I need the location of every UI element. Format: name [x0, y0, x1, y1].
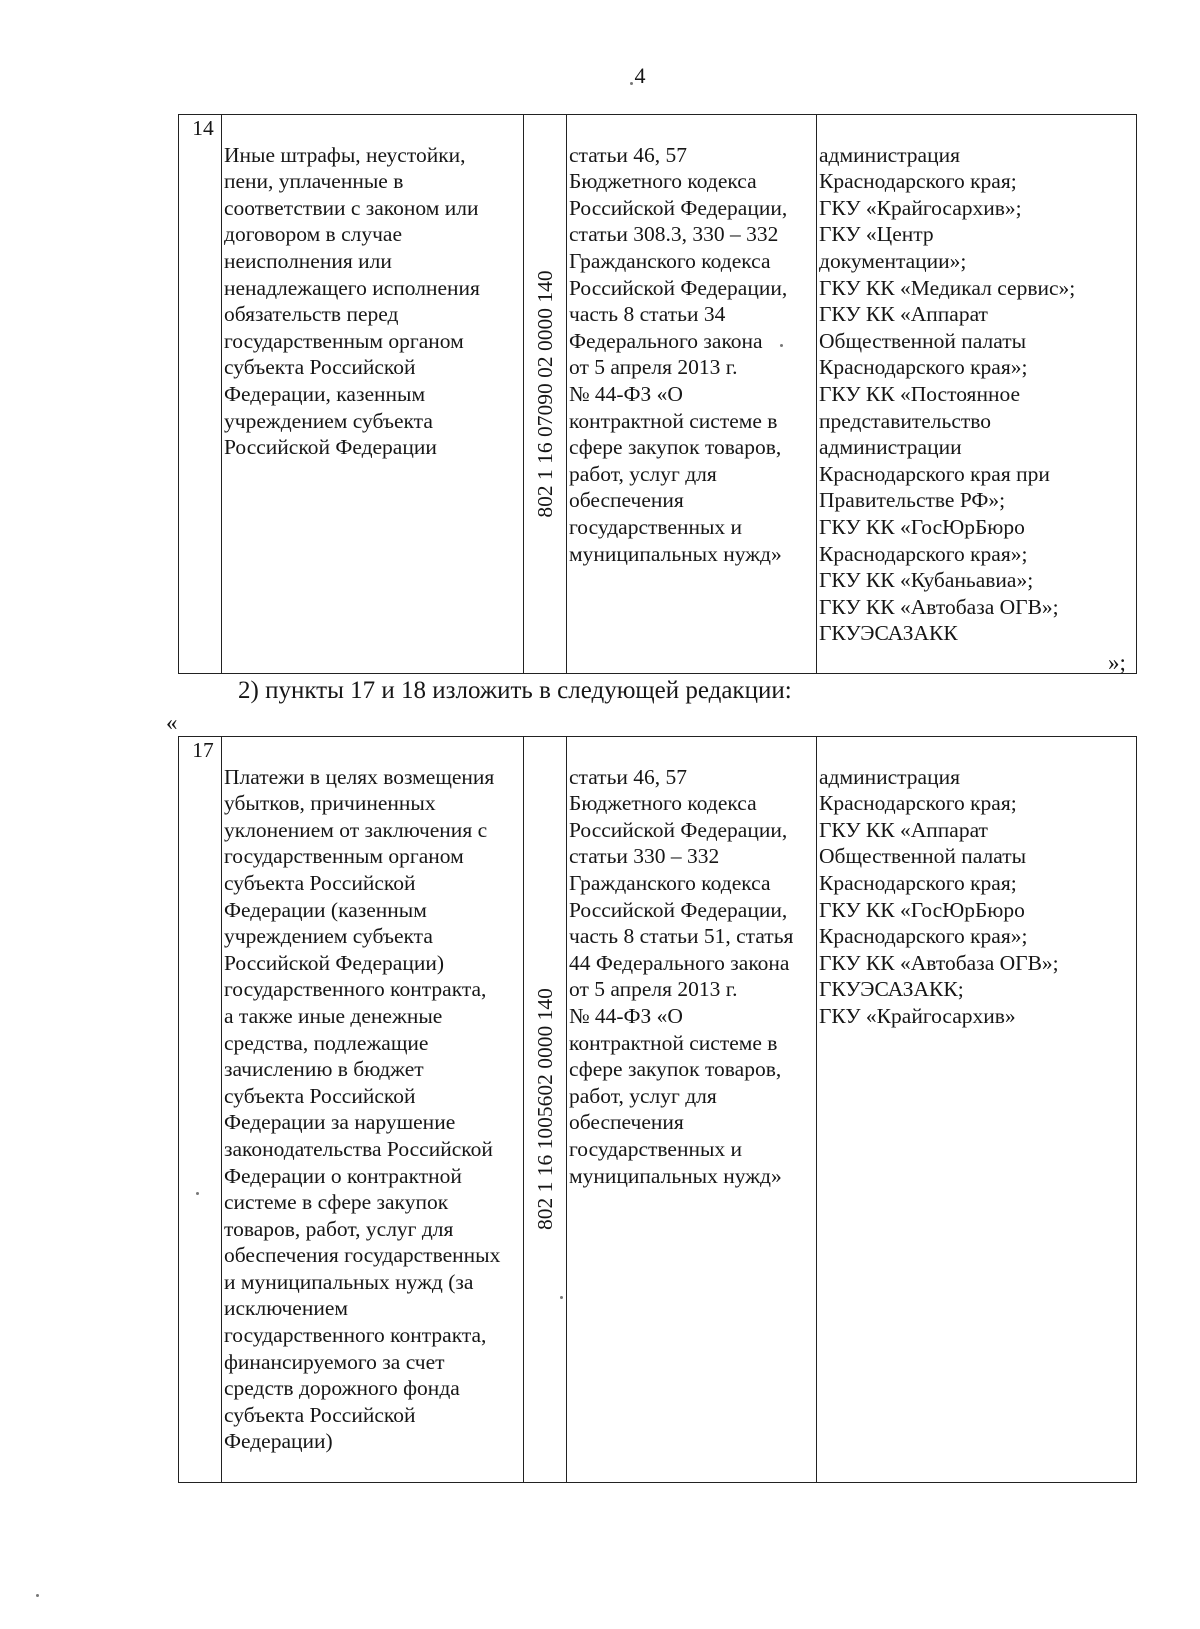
text-line: государственного контракта, — [224, 977, 487, 1002]
text-line: № 44-ФЗ «О — [569, 1003, 683, 1028]
revenue-table-row17 — [178, 736, 1137, 1483]
text-line: Российской Федерации — [224, 435, 437, 460]
payment-name-cell — [222, 737, 524, 1483]
text-line: соответствии с законом или — [224, 195, 479, 220]
row-number-cell — [179, 115, 222, 674]
payment-name-cell — [222, 115, 524, 674]
text-line: обязательств перед — [224, 302, 399, 327]
budget-code: 802 1 16 07090 02 0000 140 — [533, 270, 557, 518]
text-line: ГКУ «Центр — [819, 222, 934, 247]
text-line: зачислению в бюджет — [224, 1057, 424, 1082]
text-line: ГКУЭСАЗАКК — [819, 621, 958, 646]
text-line: Российской Федерации, — [569, 195, 788, 220]
text-line: средства, подлежащие — [224, 1030, 429, 1055]
scan-speck — [780, 344, 783, 347]
text-line: пени, уплаченные в — [224, 169, 404, 194]
text-line: Федерального закона — [569, 328, 763, 353]
text-line: статьи 308.3, 330 – 332 — [569, 222, 779, 247]
text-line: Федерации) — [224, 1429, 333, 1454]
table-row — [179, 115, 1137, 674]
text-line: контрактной системе в — [569, 408, 778, 433]
budget-code: 802 1 16 1005602 0000 140 — [533, 988, 557, 1231]
text-line: администрация — [819, 764, 960, 789]
text-line: муниципальных нужд» — [569, 541, 782, 566]
text-line: ГКУ КК «Медикал сервис»; — [819, 275, 1076, 300]
legal-basis — [569, 142, 816, 568]
text-line: ГКУ «Крайгосархив» — [819, 1003, 1016, 1028]
table-row — [179, 737, 1137, 1483]
administrator-cell — [817, 737, 1137, 1483]
text-line: государственным органом — [224, 844, 464, 869]
text-line: администрации — [819, 435, 962, 460]
text-line: Бюджетного кодекса — [569, 169, 757, 194]
administrator-cell — [817, 115, 1137, 674]
text-line: субъекта Российской — [224, 355, 416, 380]
text-line: обеспечения — [569, 1110, 684, 1135]
legal-basis — [569, 764, 816, 1190]
text-line: работ, услуг для — [569, 1083, 717, 1108]
text-line: от 5 апреля 2013 г. — [569, 355, 738, 380]
text-line: субъекта Российской — [224, 870, 416, 895]
text-line: государственных и — [569, 1136, 743, 1161]
text-line: убытков, причиненных — [224, 791, 436, 816]
scan-speck — [196, 1192, 199, 1195]
text-line: государственного контракта, — [224, 1323, 487, 1348]
legal-basis-cell — [567, 115, 817, 674]
text-line: сфере закупок товаров, — [569, 1057, 782, 1082]
text-line: Гражданского кодекса — [569, 248, 771, 273]
text-line: Краснодарского края; — [819, 791, 1017, 816]
legal-basis-cell — [567, 737, 817, 1483]
text-line: Федерации о контрактной — [224, 1163, 462, 1188]
text-line: Федерации, казенным — [224, 381, 426, 406]
text-line: статьи 46, 57 — [569, 764, 688, 789]
text-line: Гражданского кодекса — [569, 870, 771, 895]
text-line: администрация — [819, 142, 960, 167]
text-line: контрактной системе в — [569, 1030, 778, 1055]
text-line: исключением — [224, 1296, 348, 1321]
text-line: работ, услуг для — [569, 461, 717, 486]
payment-name — [224, 142, 523, 461]
text-line: Краснодарского края»; — [819, 355, 1028, 380]
text-line: законодательства Российской — [224, 1136, 493, 1161]
text-line: № 44-ФЗ «О — [569, 381, 683, 406]
row-number-cell — [179, 737, 222, 1483]
scan-speck — [36, 1594, 39, 1597]
scan-speck — [560, 1296, 563, 1299]
text-line: Краснодарского края; — [819, 169, 1017, 194]
text-line: ГКУ КК «ГосЮрБюро — [819, 897, 1025, 922]
text-line: государственным органом — [224, 328, 464, 353]
text-line: ГКУ КК «Постоянное — [819, 381, 1021, 406]
text-line: ГКУ КК «Аппарат — [819, 302, 988, 327]
text-line: часть 8 статьи 51, статья — [569, 924, 794, 949]
text-line: Бюджетного кодекса — [569, 791, 757, 816]
text-line: Платежи в целях возмещения — [224, 764, 495, 789]
text-line: 44 Федерального закона — [569, 950, 790, 975]
text-line: ГКУЭСАЗАКК; — [819, 977, 964, 1002]
budget-code-cell — [524, 115, 567, 674]
text-line: Краснодарского края»; — [819, 541, 1028, 566]
opening-quote: « — [166, 710, 178, 735]
text-line: Правительстве РФ»; — [819, 488, 1006, 513]
administrators — [819, 764, 1136, 1030]
text-line: Федерации (казенным — [224, 897, 427, 922]
text-line: Краснодарского края при — [819, 461, 1050, 486]
text-line: учреждением субъекта — [224, 924, 433, 949]
text-line: и муниципальных нужд (за — [224, 1269, 474, 1294]
closing-quote: »; — [1108, 650, 1126, 675]
text-line: договором в случае — [224, 222, 402, 247]
scan-speck — [630, 82, 633, 85]
text-line: Федерации за нарушение — [224, 1110, 456, 1135]
budget-code-cell — [524, 737, 567, 1483]
text-line: Российской Федерации, — [569, 817, 788, 842]
text-line: ГКУ КК «Аппарат — [819, 817, 988, 842]
text-line: Краснодарского края; — [819, 870, 1017, 895]
text-line: от 5 апреля 2013 г. — [569, 977, 738, 1002]
text-line: субъекта Российской — [224, 1402, 416, 1427]
text-line: Российской Федерации) — [224, 950, 445, 975]
text-line: документации»; — [819, 248, 967, 273]
text-line: часть 8 статьи 34 — [569, 302, 726, 327]
text-line: ГКУ КК «ГосЮрБюро — [819, 514, 1025, 539]
text-line: государственных и — [569, 514, 743, 539]
text-line: обеспечения государственных — [224, 1243, 501, 1268]
text-line: ГКУ КК «Автобаза ОГВ»; — [819, 594, 1059, 619]
revenue-table-row14 — [178, 114, 1137, 674]
text-line: муниципальных нужд» — [569, 1163, 782, 1188]
text-line: статьи 46, 57 — [569, 142, 688, 167]
text-line: средств дорожного фонда — [224, 1376, 460, 1401]
text-line: уклонением от заключения с — [224, 817, 488, 842]
text-line: Общественной палаты — [819, 844, 1027, 869]
text-line: системе в сфере закупок — [224, 1190, 449, 1215]
text-line: учреждением субъекта — [224, 408, 433, 433]
text-line: финансируемого за счет — [224, 1349, 445, 1374]
text-line: товаров, работ, услуг для — [224, 1216, 454, 1241]
text-line: а также иные денежные — [224, 1003, 443, 1028]
text-line: обеспечения — [569, 488, 684, 513]
text-line: представительство — [819, 408, 992, 433]
administrators — [819, 142, 1136, 647]
text-line: неисполнения или — [224, 248, 392, 273]
text-line: статьи 330 – 332 — [569, 844, 720, 869]
text-line: ГКУ КК «Автобаза ОГВ»; — [819, 950, 1059, 975]
text-line: субъекта Российской — [224, 1083, 416, 1108]
text-line: Иные штрафы, неустойки, — [224, 142, 466, 167]
text-line: Краснодарского края»; — [819, 924, 1028, 949]
text-line: Российской Федерации, — [569, 275, 788, 300]
text-line: ГКУ КК «Кубаньавиа»; — [819, 568, 1034, 593]
text-line: ненадлежащего исполнения — [224, 275, 480, 300]
text-line: Общественной палаты — [819, 328, 1027, 353]
page-number: 4 — [634, 63, 646, 88]
row-number: 17 — [192, 738, 214, 762]
instruction-text: 2) пункты 17 и 18 изложить в следующей редакции: — [238, 677, 792, 704]
payment-name — [224, 764, 523, 1455]
text-line: Российской Федерации, — [569, 897, 788, 922]
text-line: ГКУ «Крайгосархив»; — [819, 195, 1022, 220]
text-line: сфере закупок товаров, — [569, 435, 782, 460]
row-number: 14 — [192, 116, 214, 140]
